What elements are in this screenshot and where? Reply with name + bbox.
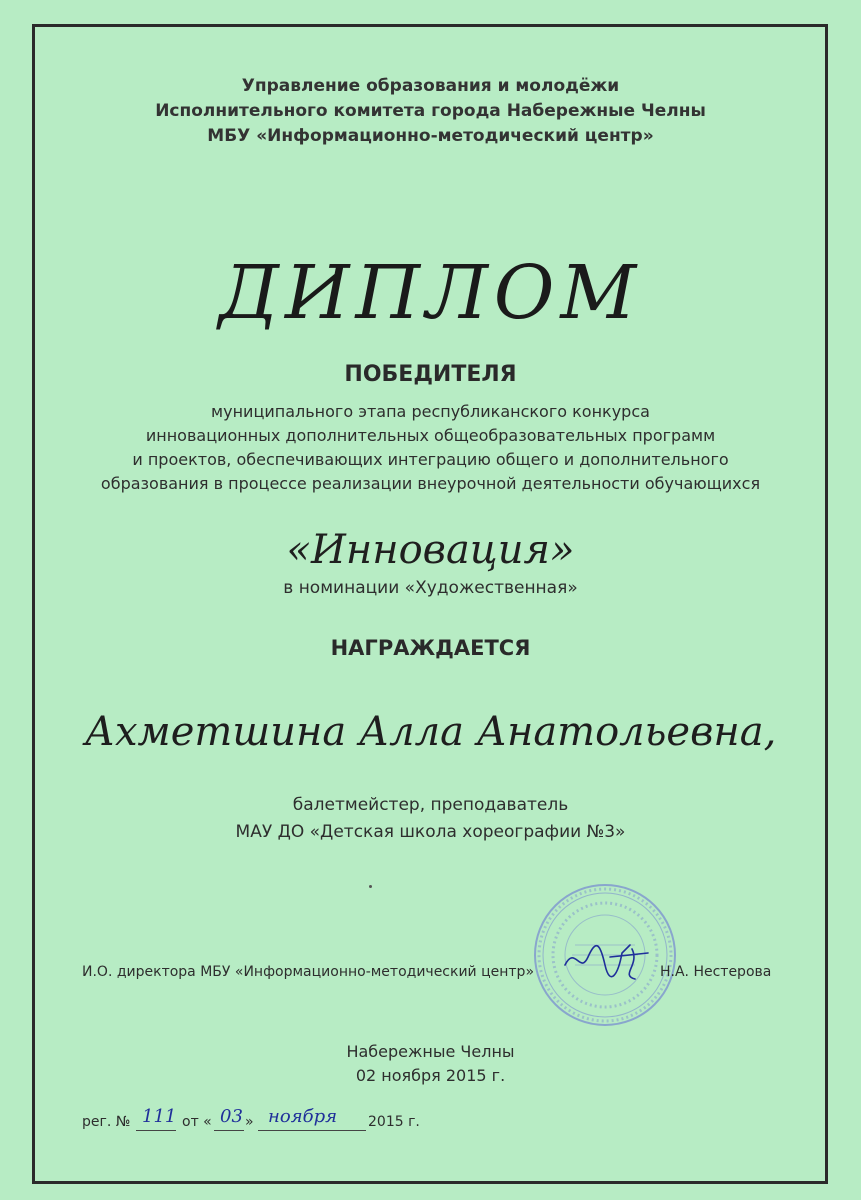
winner-label: ПОБЕДИТЕЛЯ [344,362,517,387]
recipient-position [0,792,861,846]
reg-number-underline [136,1130,176,1131]
description-line-3: и проектов, обеспечивающих интеграцию общего и дополнительного [132,450,729,469]
reg-month: ноября [268,1106,338,1127]
reg-day-underline [214,1130,244,1131]
issue-date: 02 ноября 2015 г. [355,1066,506,1085]
city: Набережные Челны [346,1042,515,1061]
issuer-header [0,74,861,149]
header-line-3: МБУ «Информационно-методический центр» [207,126,654,146]
reg-number: 111 [142,1106,177,1127]
reg-from-label: от « [182,1114,212,1130]
ink-dot [369,885,372,888]
reg-month-underline [258,1130,366,1131]
recipient-name: Ахметшина Алла Анатольевна, [84,709,777,755]
reg-close-quote: » [245,1114,254,1130]
position-line-2: МАУ ДО «Детская школа хореографии №3» [235,822,626,842]
page-border [32,24,828,1184]
awarded-label: НАГРАЖДАЕТСЯ [330,636,531,660]
description-line-4: образования в процессе реализации внеурочной деятельности обучающихся [100,474,761,493]
header-line-1: Управление образования и молодёжи [241,76,620,96]
nomination: в номинации «Художественная» [283,578,578,598]
diploma-title: ДИПЛОМ [218,250,643,336]
registration-line [82,1108,462,1136]
contest-description [0,400,861,496]
header-line-2: Исполнительного комитета города Набережные Челны [155,101,706,121]
director-name: Н.А. Нестерова [660,964,772,980]
issue-place-date [0,1040,861,1088]
contest-name: «Инновация» [286,527,575,573]
position-line-1: балетмейстер, преподаватель [292,795,569,815]
signature-icon [560,935,655,985]
reg-prefix: рег. № [82,1114,131,1130]
reg-year: 2015 г. [368,1114,420,1130]
reg-day: 03 [220,1106,243,1127]
director-title: И.О. директора МБУ «Информационно-методический центр» [82,964,535,980]
description-line-1: муниципального этапа республиканского конкурса [211,402,650,421]
description-line-2: инновационных дополнительных общеобразовательных программ [145,426,716,445]
